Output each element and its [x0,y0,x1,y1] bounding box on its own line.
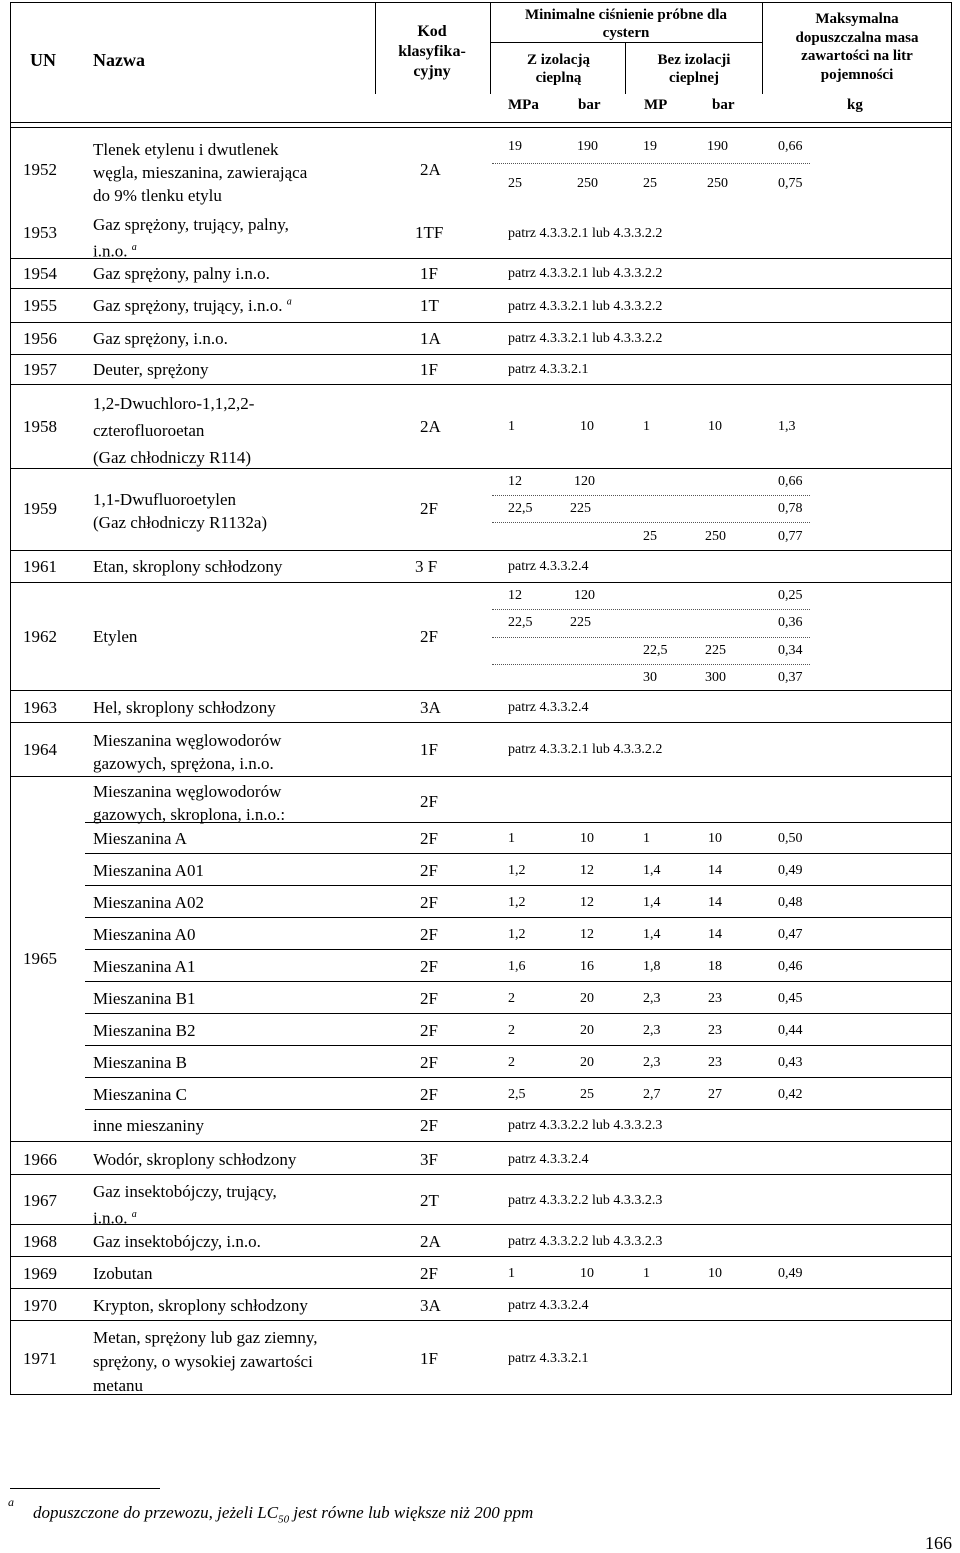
value-cell: 0,48 [778,895,803,910]
row-separator [10,722,952,723]
row-separator [10,1256,952,1257]
row-separator [85,949,952,950]
value-cell: 23 [708,1023,722,1038]
value-cell: 20 [580,1055,594,1070]
value-cell: 0,49 [778,1266,803,1281]
un-number: 1965 [23,949,57,968]
substance-name: Gaz sprężony, trujący, i.n.o. $^a$ [93,296,292,315]
unit-bar: bar [578,97,601,113]
value-cell: 1,4 [643,895,661,910]
header-col-divider [762,2,763,94]
substance-name: Gaz sprężony, i.n.o. [93,329,228,348]
value-cell: 0,50 [778,831,803,846]
value-cell: 22,5 [508,501,533,516]
substance-name: Etylen [93,627,138,646]
value-cell: 1,6 [508,959,526,974]
substance-name: Gaz insektobójczy, trujący, i.n.o. $^a$ [93,1182,277,1228]
reference: patrz 4.3.3.2.2 lub 4.3.3.2.3 [508,1193,663,1208]
un-number: 1964 [23,740,57,759]
value-cell: 10 [580,831,594,846]
reference: patrz 4.3.3.2.1 lub 4.3.3.2.2 [508,331,663,346]
value-cell: 0,78 [778,501,803,516]
value-cell: 1 [508,1266,515,1281]
value-cell: 0,42 [778,1087,803,1102]
mixture-name: Mieszanina A1 [93,957,196,976]
classification-code: 1F [420,360,438,379]
value-cell: 25 [643,529,657,544]
value-cell: 14 [708,863,722,878]
value-cell: 25 [643,176,657,191]
value-cell: 10 [580,419,594,434]
value-cell: 2 [508,1055,515,1070]
classification-code: 3F [420,1150,438,1169]
value-cell: 12 [580,863,594,878]
un-number: 1969 [23,1264,57,1283]
row-separator [85,853,952,854]
classification-code: 2F [420,1021,438,1040]
value-cell: 2 [508,1023,515,1038]
reference: patrz 4.3.3.2.1 lub 4.3.3.2.2 [508,742,663,757]
value-cell: 250 [707,176,728,191]
value-cell: 16 [580,959,594,974]
classification-code: 2F [420,627,438,646]
footnote-text: dopuszczone do przewozu, jeżeli $LC_{50}$ jest równe lub większe niż 200 ppm [33,1503,534,1526]
value-cell: 1 [643,1266,650,1281]
row-separator [10,322,952,323]
value-cell: 12 [508,474,522,489]
un-number: 1971 [23,1349,57,1368]
table-left-border [10,2,11,1394]
un-number: 1958 [23,417,57,436]
value-cell: 1 [643,831,650,846]
un-number: 1957 [23,360,57,379]
page-number: 166 [925,1533,952,1553]
classification-code: 3 F [415,557,438,576]
un-number: 1962 [23,627,57,646]
value-cell: 0,34 [778,643,803,658]
value-cell: 27 [708,1087,722,1102]
header-divider [490,42,762,43]
un-number: 1961 [23,557,57,576]
reference: patrz 4.3.3.2.1 lub 4.3.3.2.2 [508,226,663,241]
value-cell: 1,8 [643,959,661,974]
classification-code: 2F [420,1053,438,1072]
header-nazwa: Nazwa [93,50,145,70]
substance-name: Izobutan [93,1264,153,1283]
value-cell: 190 [577,139,598,154]
unit-mpa: MPa [508,97,539,113]
row-separator [85,1077,952,1078]
value-cell: 19 [508,139,522,154]
value-cell: 12 [508,588,522,603]
unit-kg: kg [847,97,863,113]
value-cell: 25 [508,176,522,191]
row-separator [85,917,952,918]
unit-bar: bar [712,97,735,113]
classification-code: 2F [420,792,438,811]
value-cell: 2,3 [643,1023,661,1038]
classification-code: 2F [420,499,438,518]
substance-name: Deuter, sprężony [93,360,209,379]
dotted-separator [492,637,810,638]
value-cell: 19 [643,139,657,154]
value-cell: 0,66 [778,474,803,489]
header-un: UN [30,50,56,70]
value-cell: 0,43 [778,1055,803,1070]
value-cell: 250 [705,529,726,544]
table-right-border [951,2,952,1394]
mixture-name: Mieszanina A01 [93,861,204,880]
header-bottom-border-2 [10,127,952,128]
classification-code: 2F [420,989,438,1008]
substance-name: Gaz insektobójczy, i.n.o. [93,1232,261,1251]
value-cell: 0,45 [778,991,803,1006]
value-cell: 1,2 [508,863,526,878]
row-separator [85,885,952,886]
dotted-separator [492,609,810,610]
value-cell: 300 [705,670,726,685]
un-number: 1968 [23,1232,57,1251]
row-separator [10,288,952,289]
value-cell: 0,77 [778,529,803,544]
reference: patrz 4.3.3.2.4 [508,700,589,715]
value-cell: 225 [705,643,726,658]
value-cell: 225 [570,501,591,516]
value-cell: 10 [580,1266,594,1281]
row-separator [10,690,952,691]
substance-name: 1,1-Dwufluoroetylen (Gaz chłodniczy R1132a) [93,490,268,532]
classification-code: 2F [420,957,438,976]
reference: patrz 4.3.3.2.1 [508,1351,589,1366]
classification-code: 1F [420,264,438,283]
row-separator [10,1141,952,1142]
classification-code: 2F [420,1085,438,1104]
header-with-insulation: Z izolacją cieplną [527,52,590,86]
substance-name: Metan, sprężony lub gaz ziemny, sprężony, o wysokiej zawartości metanu [93,1328,318,1395]
classification-code: 2A [420,1232,441,1251]
value-cell: 23 [708,1055,722,1070]
un-number: 1970 [23,1296,57,1315]
substance-name: Wodór, skroplony schłodzony [93,1150,297,1169]
value-cell: 18 [708,959,722,974]
substance-name: 1,2-Dwuchloro-1,1,2,2- czterofluoroetan (Gaz chłodniczy R114) [93,394,255,467]
value-cell: 25 [580,1087,594,1102]
row-separator [85,981,952,982]
un-number: 1952 [23,160,57,179]
value-cell: 1,3 [778,419,796,434]
substance-name: Gaz sprężony, trujący, palny, i.n.o. $^a$ [93,215,289,261]
reference: patrz 4.3.3.2.4 [508,559,589,574]
dotted-separator [492,495,810,496]
classification-code: 1T [420,296,439,315]
mixture-name: Mieszanina A0 [93,925,196,944]
substance-name: Hel, skroplony schłodzony [93,698,276,717]
row-separator [10,1288,952,1289]
row-separator [85,1013,952,1014]
value-cell: 0,36 [778,615,803,630]
value-cell: 190 [707,139,728,154]
un-number: 1967 [23,1191,57,1210]
value-cell: 20 [580,991,594,1006]
value-cell: 12 [580,895,594,910]
value-cell: 1,2 [508,895,526,910]
reference: patrz 4.3.3.2.1 lub 4.3.3.2.2 [508,266,663,281]
value-cell: 2 [508,991,515,1006]
classification-code: 2F [420,893,438,912]
classification-code: 2T [420,1191,439,1210]
mixture-name: Mieszanina C [93,1085,187,1104]
substance-name: Etan, skroplony schłodzony [93,557,283,576]
value-cell: 120 [574,474,595,489]
un-number: 1959 [23,499,57,518]
value-cell: 250 [577,176,598,191]
mixture-name: Mieszanina B1 [93,989,196,1008]
row-separator [10,776,952,777]
value-cell: 12 [580,927,594,942]
row-separator [85,1045,952,1046]
footnote-rule [10,1488,160,1489]
value-cell: 22,5 [643,643,668,658]
dotted-separator [492,163,810,164]
reference: patrz 4.3.3.2.4 [508,1298,589,1313]
classification-code: 2F [420,861,438,880]
value-cell: 0,44 [778,1023,803,1038]
row-separator [10,1320,952,1321]
value-cell: 1,4 [643,927,661,942]
substance-name: Mieszanina węglowodorów gazowych, skroplona, i.n.o.: [93,782,286,824]
classification-code: 1F [420,740,438,759]
value-cell: 20 [580,1023,594,1038]
reference: patrz 4.3.3.2.4 [508,1152,589,1167]
header-col-divider [490,2,491,94]
value-cell: 0,47 [778,927,803,942]
unit-mp: MP [644,97,668,113]
row-separator [10,550,952,551]
header-max-mass: Maksymalna dopuszczalna masa zawartości na litr pojemności [795,11,919,83]
value-cell: 10 [708,1266,722,1281]
value-cell: 1 [643,419,650,434]
value-cell: 1 [508,831,515,846]
value-cell: 1 [508,419,515,434]
value-cell: 2,3 [643,1055,661,1070]
mixture-name: Mieszanina B [93,1053,187,1072]
classification-code: 1TF [415,223,444,242]
reference: patrz 4.3.3.2.2 lub 4.3.3.2.3 [508,1118,663,1133]
substance-name: Gaz sprężony, palny i.n.o. [93,264,270,283]
header-kod: Kod klasyfika- cyjny [398,23,466,80]
un-number: 1953 [23,223,57,242]
classification-code: 2A [420,160,441,179]
un-number: 1954 [23,264,57,283]
dotted-separator [492,522,810,523]
value-cell: 0,49 [778,863,803,878]
classification-code: 1F [420,1349,438,1368]
classification-code: 2F [420,925,438,944]
value-cell: 120 [574,588,595,603]
row-separator [10,1174,952,1175]
value-cell: 23 [708,991,722,1006]
un-number: 1963 [23,698,57,717]
un-number: 1966 [23,1150,57,1169]
value-cell: 1,2 [508,927,526,942]
header-min-pressure: Minimalne ciśnienie próbne dla cystern [524,7,728,41]
classification-code: 2A [420,417,441,436]
mixture-name: Mieszanina B2 [93,1021,196,1040]
classification-code: 2F [420,829,438,848]
substance-name: Krypton, skroplony schłodzony [93,1296,308,1315]
value-cell: 0,46 [778,959,803,974]
reference: patrz 4.3.3.2.1 lub 4.3.3.2.2 [508,299,663,314]
value-cell: 1,4 [643,863,661,878]
classification-code: 1A [420,329,441,348]
value-cell: 0,66 [778,139,803,154]
table-top-border [10,2,952,3]
row-separator [10,354,952,355]
row-separator [10,582,952,583]
classification-code: 2F [420,1264,438,1283]
value-cell: 2,7 [643,1087,661,1102]
value-cell: 14 [708,895,722,910]
value-cell: 2,5 [508,1087,526,1102]
value-cell: 0,37 [778,670,803,685]
un-number: 1956 [23,329,57,348]
reference: patrz 4.3.3.2.2 lub 4.3.3.2.3 [508,1234,663,1249]
row-separator [10,384,952,385]
value-cell: 14 [708,927,722,942]
mixture-name: inne mieszaniny [93,1116,204,1135]
classification-code: 3A [420,1296,441,1315]
value-cell: 2,3 [643,991,661,1006]
substance-name: Mieszanina węglowodorów gazowych, sprężona, i.n.o. [93,731,282,773]
un-number: 1955 [23,296,57,315]
value-cell: 10 [708,831,722,846]
classification-code: 3A [420,698,441,717]
header-bottom-border [10,122,952,123]
value-cell: 225 [570,615,591,630]
row-separator [85,1109,952,1110]
mixture-name: Mieszanina A [93,829,187,848]
classification-code: 2F [420,1116,438,1135]
reference: patrz 4.3.3.2.1 [508,362,589,377]
value-cell: 0,25 [778,588,803,603]
footnote-mark: a [8,1495,14,1509]
value-cell: 10 [708,419,722,434]
header-col-divider [375,2,376,94]
value-cell: 30 [643,670,657,685]
value-cell: 22,5 [508,615,533,630]
value-cell: 0,75 [778,176,803,191]
header-without-insulation: Bez izolacji cieplnej [657,52,731,86]
mixture-name: Mieszanina A02 [93,893,204,912]
dotted-separator [492,664,810,665]
substance-name: Tlenek etylenu i dwutlenek węgla, mieszanina, zawierająca do 9% tlenku etylu [93,140,308,205]
